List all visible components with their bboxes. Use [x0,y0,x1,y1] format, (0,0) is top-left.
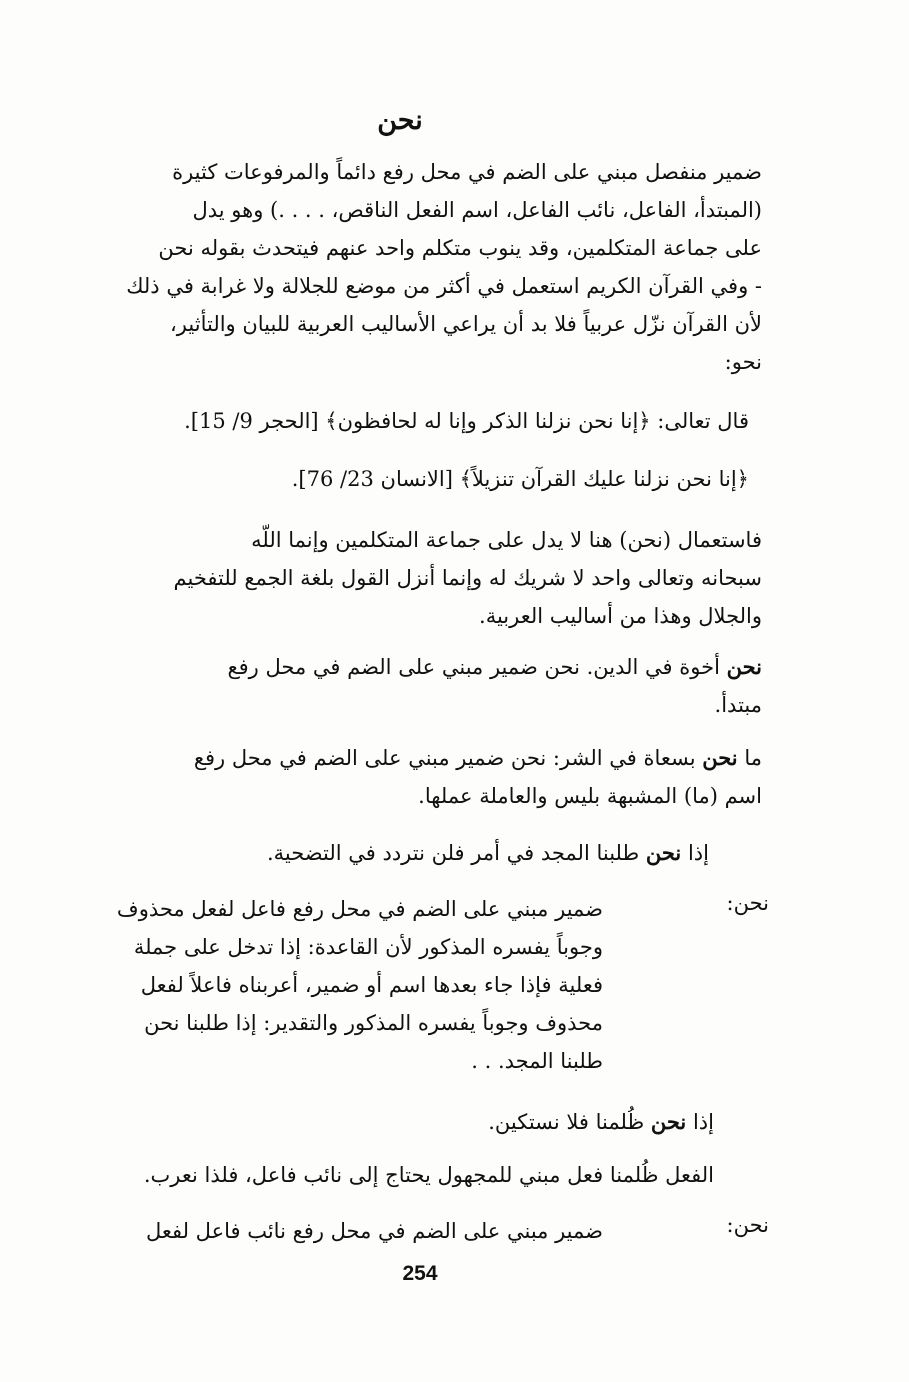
text-line: محذوف وجوباً يفسره المذكور والتقدير: إذا طلبنا نحن [144,1011,603,1035]
analysis-label-1: نحن: [726,891,769,915]
intro-paragraph [42,153,762,381]
example-paragraph-1 [42,648,762,724]
quran-verse-1: قال تعالى: ﴿إنا نحن نزلنا الذكر وإنا له لحافظون﴾ [الحجر 9/ 15]. [184,409,749,433]
text-line: - وفي القرآن الكريم استعمل في أكثر من موضع للجلالة ولا غرابة في ذلك [126,274,762,298]
example-sentence-3: إذا نحن طلبنا المجد في أمر فلن نتردد في التضحية. [266,840,709,865]
example-paragraph-2 [42,739,762,815]
example-sentence-4: إذا نحن ظُلمنا فلا نستكين. [488,1109,714,1134]
highlight-word: نحن [645,840,682,865]
text-line: فاستعمال (نحن) هنا لا يدل على جماعة المتكلمين وإنما اللّه [251,528,762,552]
text-line: (المبتدأ، الفاعل، نائب الفاعل، اسم الفعل الناقص، . . . .) وهو يدل [192,198,762,222]
text-line: فعلية فإذا جاء بعدها اسم أو ضمير، أعربناه فاعلاً لفعل [140,973,603,997]
page-number: 254 [402,1262,438,1285]
text-line: سبحانه وتعالى واحد لا شريك له وإنما أنزل القول بلغة الجمع للتفخيم [173,566,762,590]
text-line: لأن القرآن نزّل عربياً فلا بد أن يراعي الأساليب العربية للبيان والتأثير، [170,312,762,336]
analysis-label-2: نحن: [726,1213,769,1237]
entry-heading: نحن [377,105,423,136]
text-line: طلبنا المجد. . . [471,1049,603,1073]
analysis-text-2: ضمير مبني على الضم في محل رفع نائب فاعل لفعل [145,1219,603,1243]
text-line: نحن أخوة في الدين. نحن ضمير مبني على الضم في محل رفع [227,654,762,679]
quran-verse-2: ﴿إنا نحن نزلنا عليك القرآن تنزيلاً﴾ [الانسان 23/ 76]. [291,467,749,491]
explanation-paragraph [42,521,762,635]
text-line: ما نحن بسعاة في الشر: نحن ضمير مبني على الضم في محل رفع [193,745,762,770]
text-line: مبتدأ. [714,693,762,717]
text-line: على جماعة المتكلمين، وقد ينوب متكلم واحد عنهم فيتحدث بقوله نحن [158,236,762,260]
analysis-text-1 [58,890,603,1080]
text-line: والجلال وهذا من أساليب العربية. [479,604,762,628]
text-line: اسم (ما) المشبهة بليس والعاملة عملها. [418,784,762,808]
text-line: نحو: [724,350,762,374]
text-line: ضمير مبني على الضم في محل رفع فاعل لفعل محذوف [116,897,603,921]
grammar-note: الفعل ظُلمنا فعل مبني للمجهول يحتاج إلى نائب فاعل، فلذا نعرب. [143,1163,714,1187]
highlight-word: نحن [726,654,762,679]
text-line: وجوباً يفسره المذكور لأن القاعدة: إذا تدخل على جملة [133,935,603,959]
highlight-word: نحن [702,745,738,770]
text-line: ضمير منفصل مبني على الضم في محل رفع دائماً والمرفوعات كثيرة [172,160,762,184]
highlight-word: نحن [650,1109,687,1134]
